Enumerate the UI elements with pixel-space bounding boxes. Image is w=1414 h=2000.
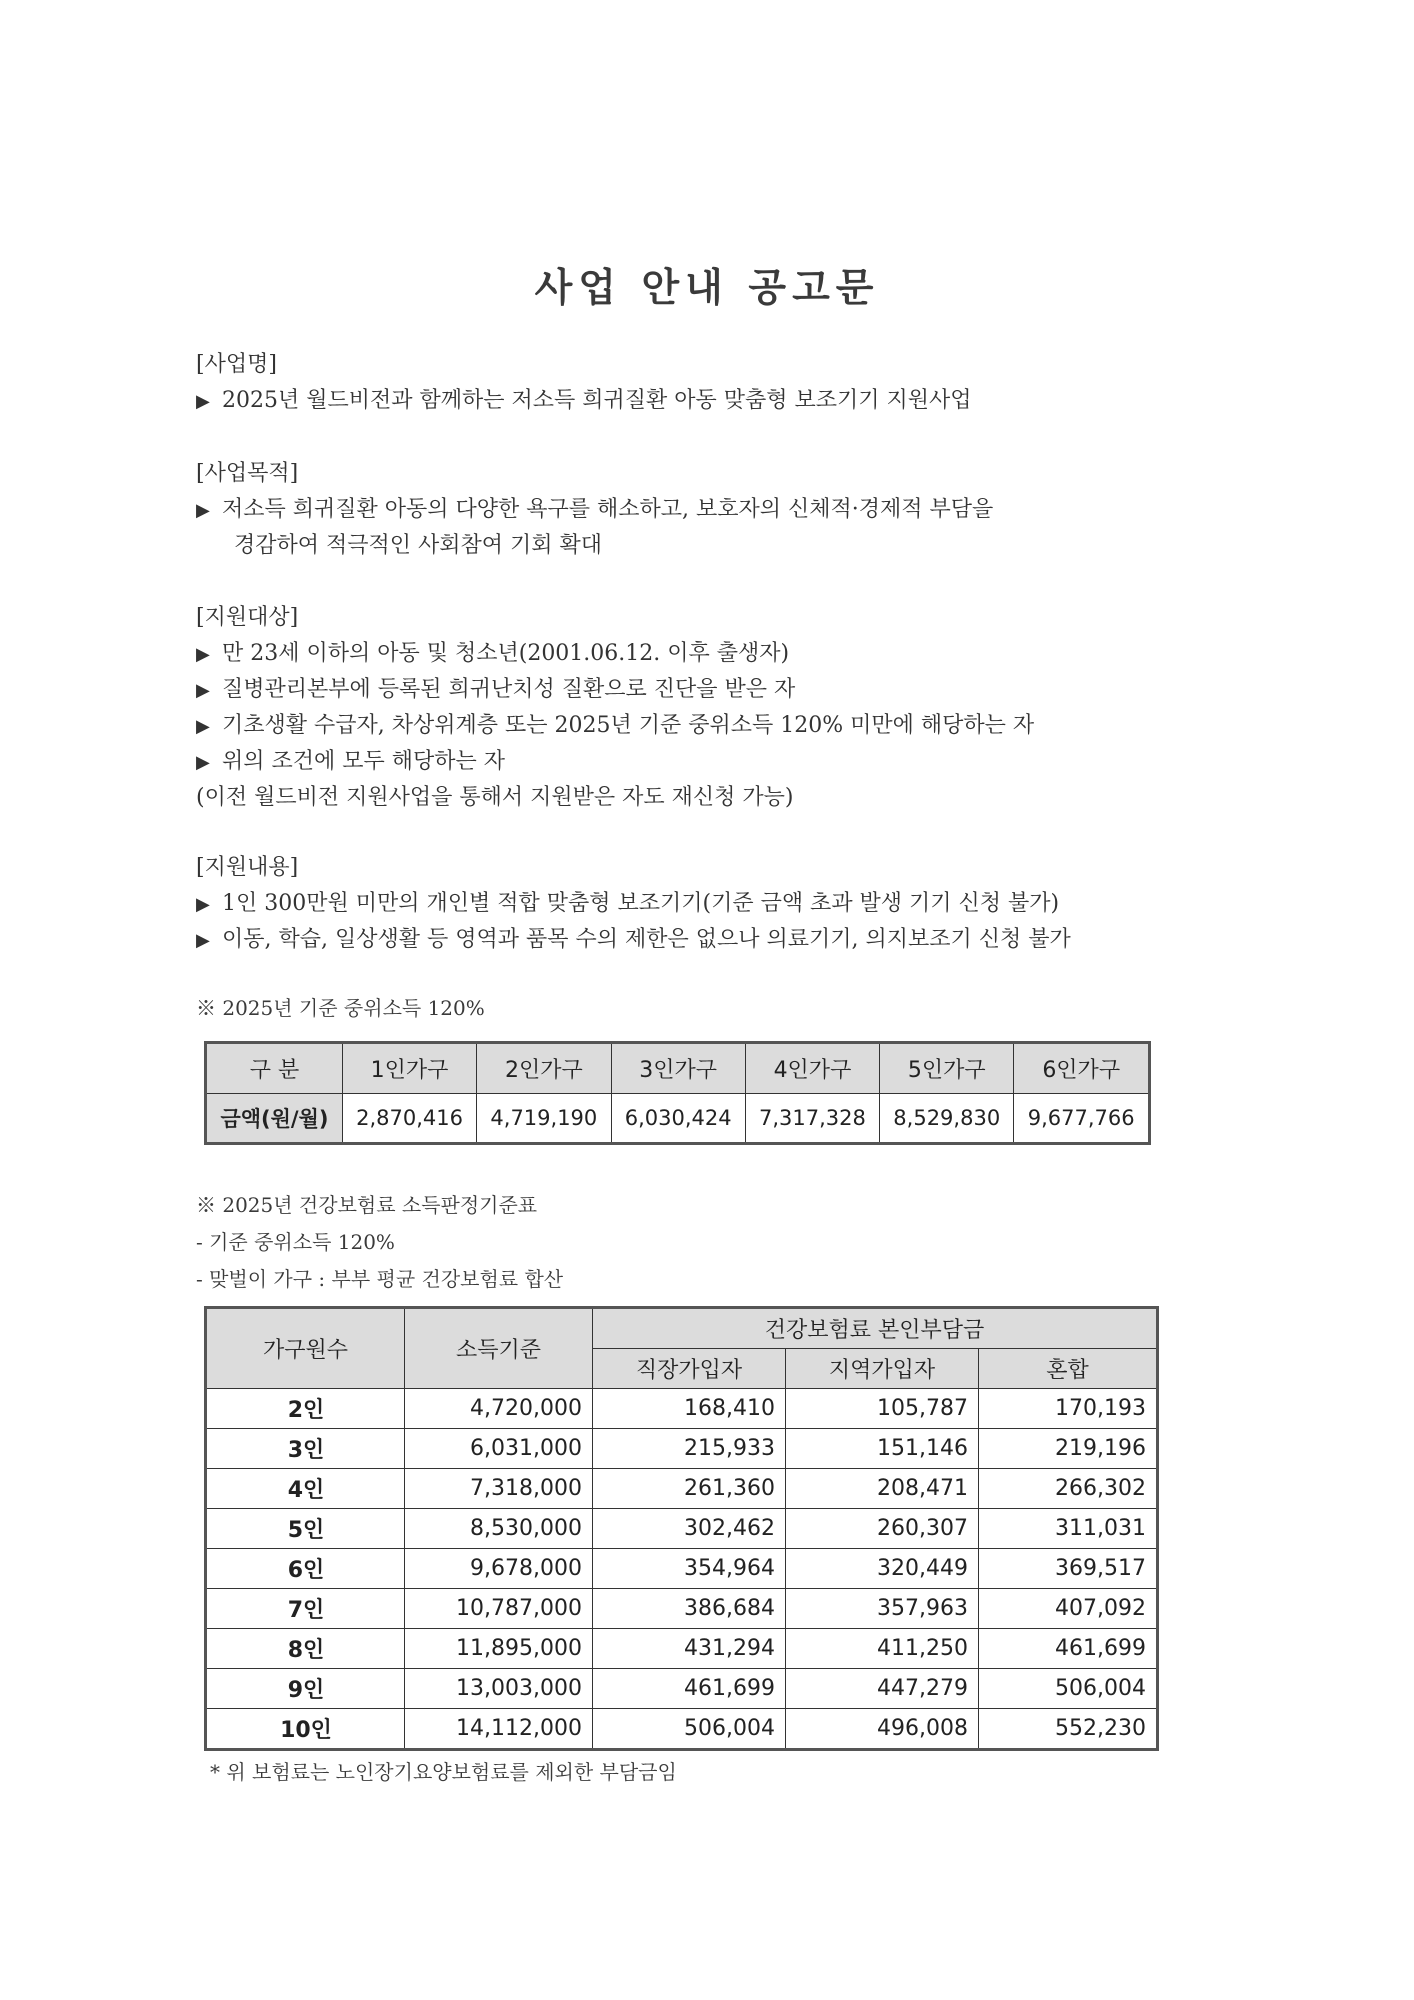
median-income-table <box>204 1041 1151 1145</box>
table-cell: 4,719,190 <box>477 1094 611 1144</box>
table-header-cell: 구 분 <box>206 1043 343 1094</box>
table-cell: 13,003,000 <box>405 1669 593 1709</box>
table-cell: 7,317,328 <box>745 1094 879 1144</box>
table-cell: 6,031,000 <box>405 1429 593 1469</box>
arrow-bullet-icon: ▶ <box>196 680 210 701</box>
header-employee: 직장가입자 <box>593 1349 786 1389</box>
table-cell: 266,302 <box>979 1469 1158 1509</box>
table-cell: 496,008 <box>786 1709 979 1750</box>
table-row <box>206 1589 1158 1629</box>
table-row <box>206 1389 1158 1429</box>
table-cell: 8,529,830 <box>880 1094 1014 1144</box>
table-cell: 9,677,766 <box>1014 1094 1150 1144</box>
row-label-cell: 금액(원/월) <box>206 1094 343 1144</box>
list-item <box>196 708 1236 744</box>
table-cell: 302,462 <box>593 1509 786 1549</box>
table-cell: 407,092 <box>979 1589 1158 1629</box>
table2-footnote: * 위 보험료는 노인장기요양보험료를 제외한 부담금임 <box>210 1760 677 1784</box>
table-cell: 506,004 <box>979 1669 1158 1709</box>
table1-caption: ※ 2025년 기준 중위소득 120% <box>196 996 485 1020</box>
table-cell: 311,031 <box>979 1509 1158 1549</box>
table-cell: 354,964 <box>593 1549 786 1589</box>
table-cell: 369,517 <box>979 1549 1158 1589</box>
table-cell: 11,895,000 <box>405 1629 593 1669</box>
table-row <box>206 1094 1150 1144</box>
table-cell: 105,787 <box>786 1389 979 1429</box>
table-header-row <box>206 1308 1158 1349</box>
section-heading: [지원내용] <box>196 855 299 880</box>
list-item-text: (이전 월드비전 지원사업을 통해서 지원받은 자도 재신청 가능) <box>196 785 794 810</box>
table-cell: 411,250 <box>786 1629 979 1669</box>
table2-note-1: ※ 2025년 건강보험료 소득판정기준표 <box>196 1193 538 1217</box>
list-item-text: 기초생활 수급자, 차상위계층 또는 2025년 기준 중위소득 120% 미만에 해당하는 자 <box>222 713 1035 738</box>
list-item-text: 만 23세 이하의 아동 및 청소년(2001.06.12. 이후 출생자) <box>222 641 790 666</box>
table-cell: 461,699 <box>979 1629 1158 1669</box>
table-header-cell: 4인가구 <box>745 1043 879 1094</box>
table-header-cell: 2인가구 <box>477 1043 611 1094</box>
table-cell: 10,787,000 <box>405 1589 593 1629</box>
table-cell: 261,360 <box>593 1469 786 1509</box>
row-label-cell: 6인 <box>206 1549 405 1589</box>
row-label-cell: 3인 <box>206 1429 405 1469</box>
table-cell: 170,193 <box>979 1389 1158 1429</box>
row-label-cell: 7인 <box>206 1589 405 1629</box>
header-household: 가구원수 <box>206 1308 405 1389</box>
table-cell: 9,678,000 <box>405 1549 593 1589</box>
list-item-text: 질병관리본부에 등록된 희귀난치성 질환으로 진단을 받은 자 <box>222 677 796 702</box>
arrow-bullet-icon: ▶ <box>196 752 210 773</box>
table-row <box>206 1429 1158 1469</box>
arrow-bullet-icon: ▶ <box>196 894 210 915</box>
section-heading: [사업목적] <box>196 461 299 486</box>
header-regional: 지역가입자 <box>786 1349 979 1389</box>
table-cell: 14,112,000 <box>405 1709 593 1750</box>
table-row <box>206 1669 1158 1709</box>
table-cell: 386,684 <box>593 1589 786 1629</box>
table-cell: 215,933 <box>593 1429 786 1469</box>
row-label-cell: 9인 <box>206 1669 405 1709</box>
section-business-name <box>196 347 1236 419</box>
table-cell: 260,307 <box>786 1509 979 1549</box>
table-cell: 151,146 <box>786 1429 979 1469</box>
header-income: 소득기준 <box>405 1308 593 1389</box>
health-insurance-table <box>204 1306 1159 1751</box>
row-label-cell: 8인 <box>206 1629 405 1669</box>
section-eligibility <box>196 600 1236 816</box>
table-header-cell: 1인가구 <box>342 1043 476 1094</box>
arrow-bullet-icon: ▶ <box>196 500 210 521</box>
section-purpose <box>196 456 1236 564</box>
header-insurance-group: 건강보험료 본인부담금 <box>593 1308 1158 1349</box>
list-item <box>196 886 1236 922</box>
list-item-text: 저소득 희귀질환 아동의 다양한 욕구를 해소하고, 보호자의 신체적·경제적 부담을 <box>222 497 994 522</box>
list-item <box>196 744 1236 780</box>
list-item-text: 위의 조건에 모두 해당하는 자 <box>222 749 505 774</box>
table-cell: 8,530,000 <box>405 1509 593 1549</box>
table-cell: 447,279 <box>786 1669 979 1709</box>
arrow-bullet-icon: ▶ <box>196 644 210 665</box>
table-cell: 2,870,416 <box>342 1094 476 1144</box>
table-cell: 357,963 <box>786 1589 979 1629</box>
table-cell: 219,196 <box>979 1429 1158 1469</box>
table-row <box>206 1469 1158 1509</box>
section-heading: [지원대상] <box>196 605 299 630</box>
list-item-text: 경감하여 적극적인 사회참여 기회 확대 <box>234 533 603 558</box>
table-cell: 431,294 <box>593 1629 786 1669</box>
table-cell: 168,410 <box>593 1389 786 1429</box>
list-item <box>196 922 1236 958</box>
table-cell: 461,699 <box>593 1669 786 1709</box>
row-label-cell: 5인 <box>206 1509 405 1549</box>
row-label-cell: 2인 <box>206 1389 405 1429</box>
list-item <box>196 492 1236 528</box>
table-row <box>206 1709 1158 1750</box>
header-mixed: 혼합 <box>979 1349 1158 1389</box>
list-item <box>196 672 1236 708</box>
section-support-content <box>196 850 1236 958</box>
table-cell: 4,720,000 <box>405 1389 593 1429</box>
section-heading: [사업명] <box>196 352 277 377</box>
table-row <box>206 1549 1158 1589</box>
page-title: 사업 안내 공고문 <box>534 265 880 311</box>
list-item-text: 1인 300만원 미만의 개인별 적합 맞춤형 보조기기(기준 금액 초과 발생 기기 신청 불가) <box>222 891 1060 916</box>
table2-note-3: - 맞벌이 가구 : 부부 평균 건강보험료 합산 <box>196 1267 564 1291</box>
arrow-bullet-icon: ▶ <box>196 930 210 951</box>
table2-note-2: - 기준 중위소득 120% <box>196 1230 395 1254</box>
list-item-text: 2025년 월드비전과 함께하는 저소득 희귀질환 아동 맞춤형 보조기기 지원사업 <box>222 388 972 413</box>
list-item <box>196 528 1236 564</box>
table-cell: 7,318,000 <box>405 1469 593 1509</box>
row-label-cell: 10인 <box>206 1709 405 1750</box>
table-cell: 506,004 <box>593 1709 786 1750</box>
list-item <box>196 780 1236 816</box>
list-item <box>196 383 1236 419</box>
table-cell: 320,449 <box>786 1549 979 1589</box>
table-row <box>206 1509 1158 1549</box>
table-header-cell: 6인가구 <box>1014 1043 1150 1094</box>
table-header-cell: 3인가구 <box>611 1043 745 1094</box>
list-item <box>196 636 1236 672</box>
list-item-text: 이동, 학습, 일상생활 등 영역과 품목 수의 제한은 없으나 의료기기, 의지보조기 신청 불가 <box>222 927 1071 952</box>
table-header-cell: 5인가구 <box>880 1043 1014 1094</box>
table-cell: 6,030,424 <box>611 1094 745 1144</box>
arrow-bullet-icon: ▶ <box>196 391 210 412</box>
table-cell: 208,471 <box>786 1469 979 1509</box>
table-header-row <box>206 1043 1150 1094</box>
table-row <box>206 1629 1158 1669</box>
row-label-cell: 4인 <box>206 1469 405 1509</box>
arrow-bullet-icon: ▶ <box>196 716 210 737</box>
table-cell: 552,230 <box>979 1709 1158 1750</box>
